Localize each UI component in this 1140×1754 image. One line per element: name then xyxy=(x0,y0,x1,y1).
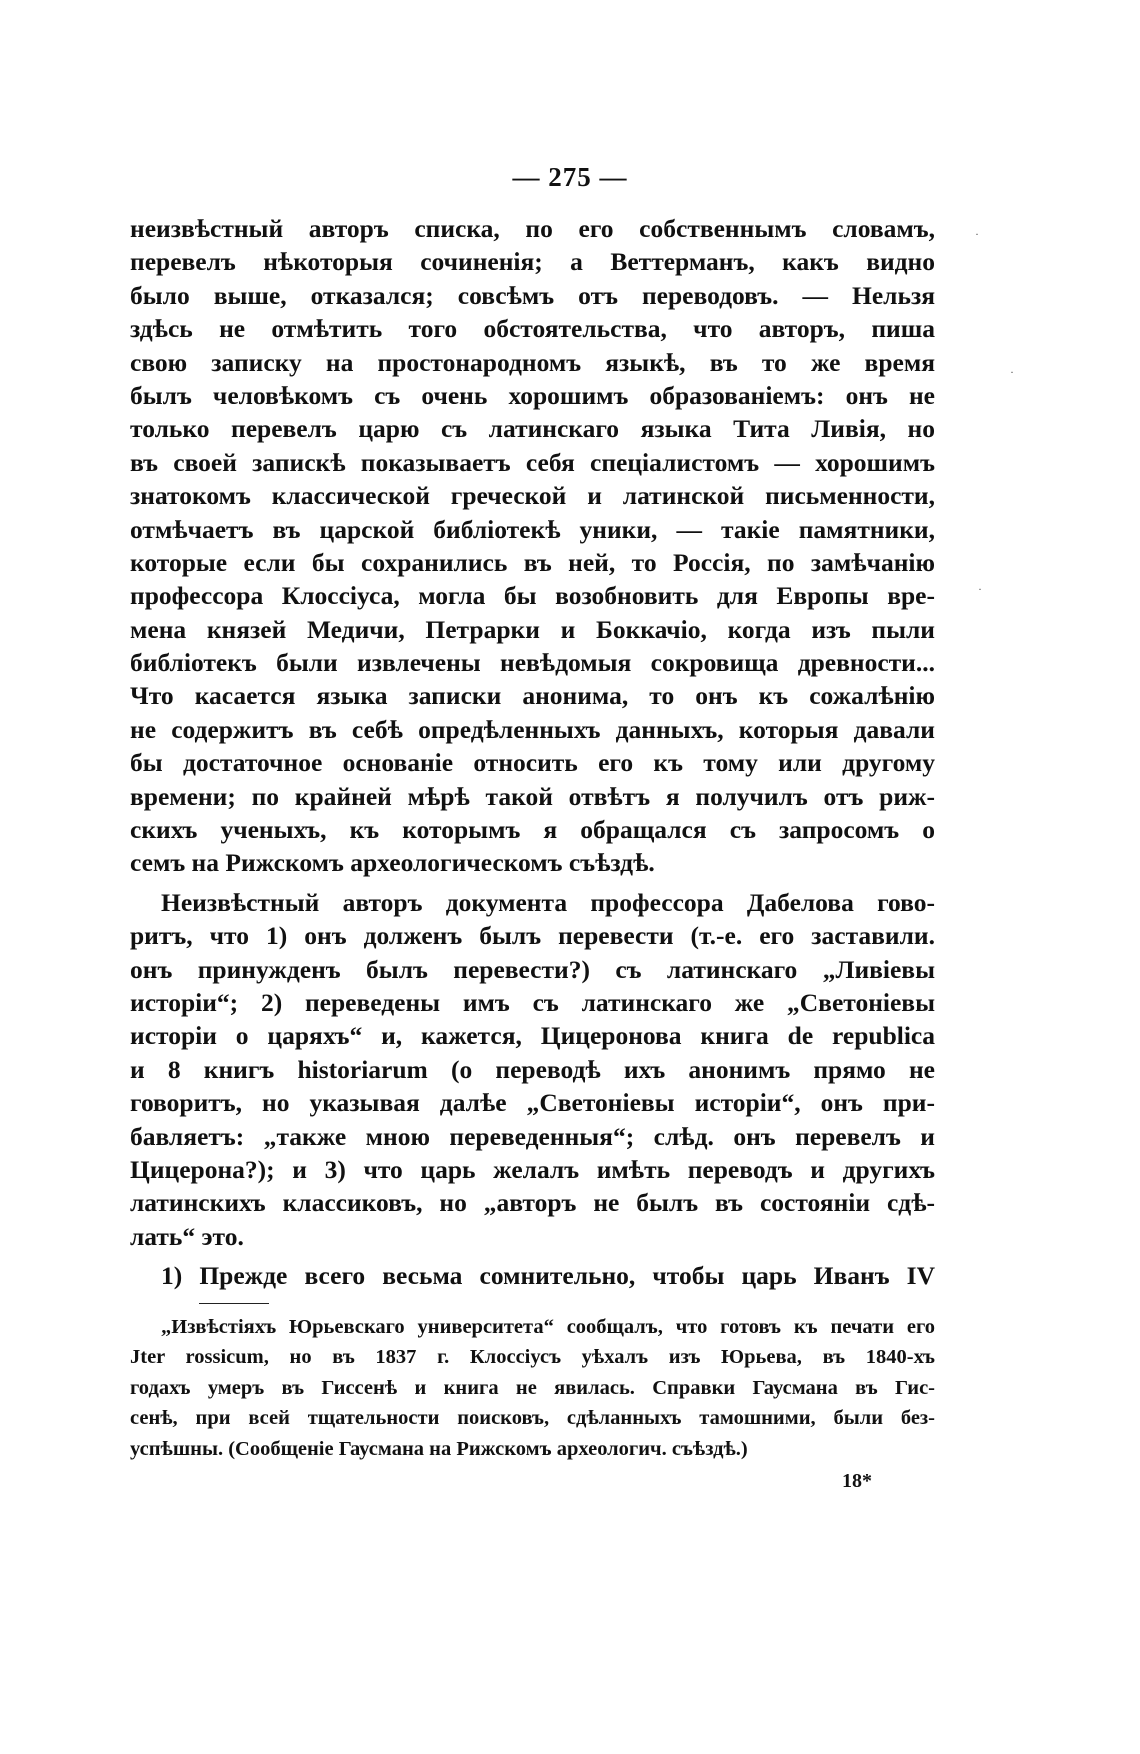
text-line: исторіи“; 2) переведены имъ съ латинскаго же „Светоніевы xyxy=(130,987,935,1017)
text-line: времени; по крайней мѣрѣ такой отвѣтъ я получилъ отъ риж- xyxy=(130,781,935,811)
text-line: Цицерона?); и 3) что царь желалъ имѣть переводъ и другихъ xyxy=(130,1154,935,1184)
footnote-line: „Извѣстіяхъ Юрьевскаго университета“ сообщалъ, что готовъ къ печати его xyxy=(161,1316,935,1338)
text-line: бавляетъ: „также мною переведенныя“; слѣд. онъ перевелъ и xyxy=(130,1121,935,1151)
text-line: Что касается языка записки анонима, то онъ къ сожалѣнію xyxy=(130,681,935,711)
text-line: исторіи о царяхъ“ и, кажется, Цицеронова книга de republica xyxy=(130,1021,935,1051)
text-line: ритъ, что 1) онъ долженъ былъ перевести (т.-е. его заставили. xyxy=(130,921,935,951)
paragraph-2 xyxy=(130,886,935,1253)
text-line: былъ человѣкомъ съ очень хорошимъ образованіемъ: онъ не xyxy=(130,380,935,410)
text-line: библіотекъ были извлечены невѣдомыя сокровища древности... xyxy=(130,648,935,678)
footnote xyxy=(130,1312,935,1464)
text-line: мена князей Медичи, Петрарки и Боккачіо, когда изъ пыли xyxy=(130,614,935,644)
paragraph-1 xyxy=(130,212,935,880)
footnote-line: успѣшны. (Сообщеніе Гаусмана на Рижскомъ археологич. съѣздѣ.) xyxy=(130,1437,748,1460)
text-line: профессора Клоссіуса, могла бы возобновить для Европы вре- xyxy=(130,581,935,611)
text-line: отмѣчаетъ въ царской библіотекѣ уники, — такіе памятники, xyxy=(130,514,935,544)
text-line: латинскихъ классиковъ, но „авторъ не былъ въ состояніи сдѣ- xyxy=(130,1188,935,1218)
text-line: въ своей запискѣ показываетъ себя спеціалистомъ — хорошимъ xyxy=(130,447,935,477)
footnote-line: годахъ умеръ въ Гиссенѣ и книга не явилась. Справки Гаусмана въ Гис- xyxy=(130,1376,935,1399)
scan-speck: · xyxy=(975,227,979,241)
text-line: знатокомъ классической греческой и латинской письменности, xyxy=(130,481,935,511)
text-line: онъ принужденъ былъ перевести?) съ латинскаго „Ливіевы xyxy=(130,954,935,984)
footnote-rule xyxy=(199,1303,269,1304)
text-line: семъ на Рижскомъ археологическомъ съѣздѣ. xyxy=(130,848,655,878)
text-line: здѣсь не отмѣтить того обстоятельства, что авторъ, пиша xyxy=(130,314,935,344)
text-line: и 8 книгъ historiarum (о переводѣ ихъ анонимъ прямо не xyxy=(130,1054,935,1084)
text-line: свою записку на простонародномъ языкѣ, въ то же время xyxy=(130,347,935,377)
main-text xyxy=(130,212,935,1293)
scan-speck: · xyxy=(978,582,982,596)
text-line: лать“ это. xyxy=(130,1221,244,1251)
text-line: только перевелъ царю съ латинскаго языка Тита Ливія, но xyxy=(130,414,935,444)
scan-speck: · xyxy=(1010,365,1014,379)
text-line: перевелъ нѣкоторыя сочиненія; а Веттерманъ, какъ видно xyxy=(130,247,935,277)
text-line: неизвѣстный авторъ списка, по его собственнымъ словамъ, xyxy=(130,214,935,243)
text-line: говоритъ, но указывая далѣе „Светоніевы исторіи“, онъ при- xyxy=(130,1088,935,1118)
text-line: 1) Прежде всего весьма сомнительно, чтобы царь Иванъ IV xyxy=(161,1261,935,1291)
footnote-line: сенѣ, при всей тщательности поисковъ, сдѣланныхъ тамошними, были без- xyxy=(130,1407,935,1430)
text-line: было выше, отказался; совсѣмъ отъ переводовъ. — Нельзя xyxy=(130,280,935,310)
signature-mark: 18* xyxy=(842,1470,872,1492)
text-line: скихъ ученыхъ, къ которымъ я обращался съ запросомъ о xyxy=(130,815,935,845)
text-line: бы достаточное основаніе относить его къ тому или другому xyxy=(130,748,935,778)
page-number: — 275 — xyxy=(512,162,628,192)
footnote-line: Jter rossicum, но въ 1837 г. Клоссіусъ уѣхалъ изъ Юрьева, въ 1840-хъ xyxy=(130,1346,935,1369)
text-line: которые если бы сохранились въ ней, то Россія, по замѣчанію xyxy=(130,547,935,577)
text-line: Неизвѣстный авторъ документа профессора Дабелова гово- xyxy=(161,887,935,917)
paragraph-3 xyxy=(130,1259,935,1292)
text-line: не содержитъ въ себѣ опредѣленныхъ данныхъ, которыя давали xyxy=(130,714,935,744)
